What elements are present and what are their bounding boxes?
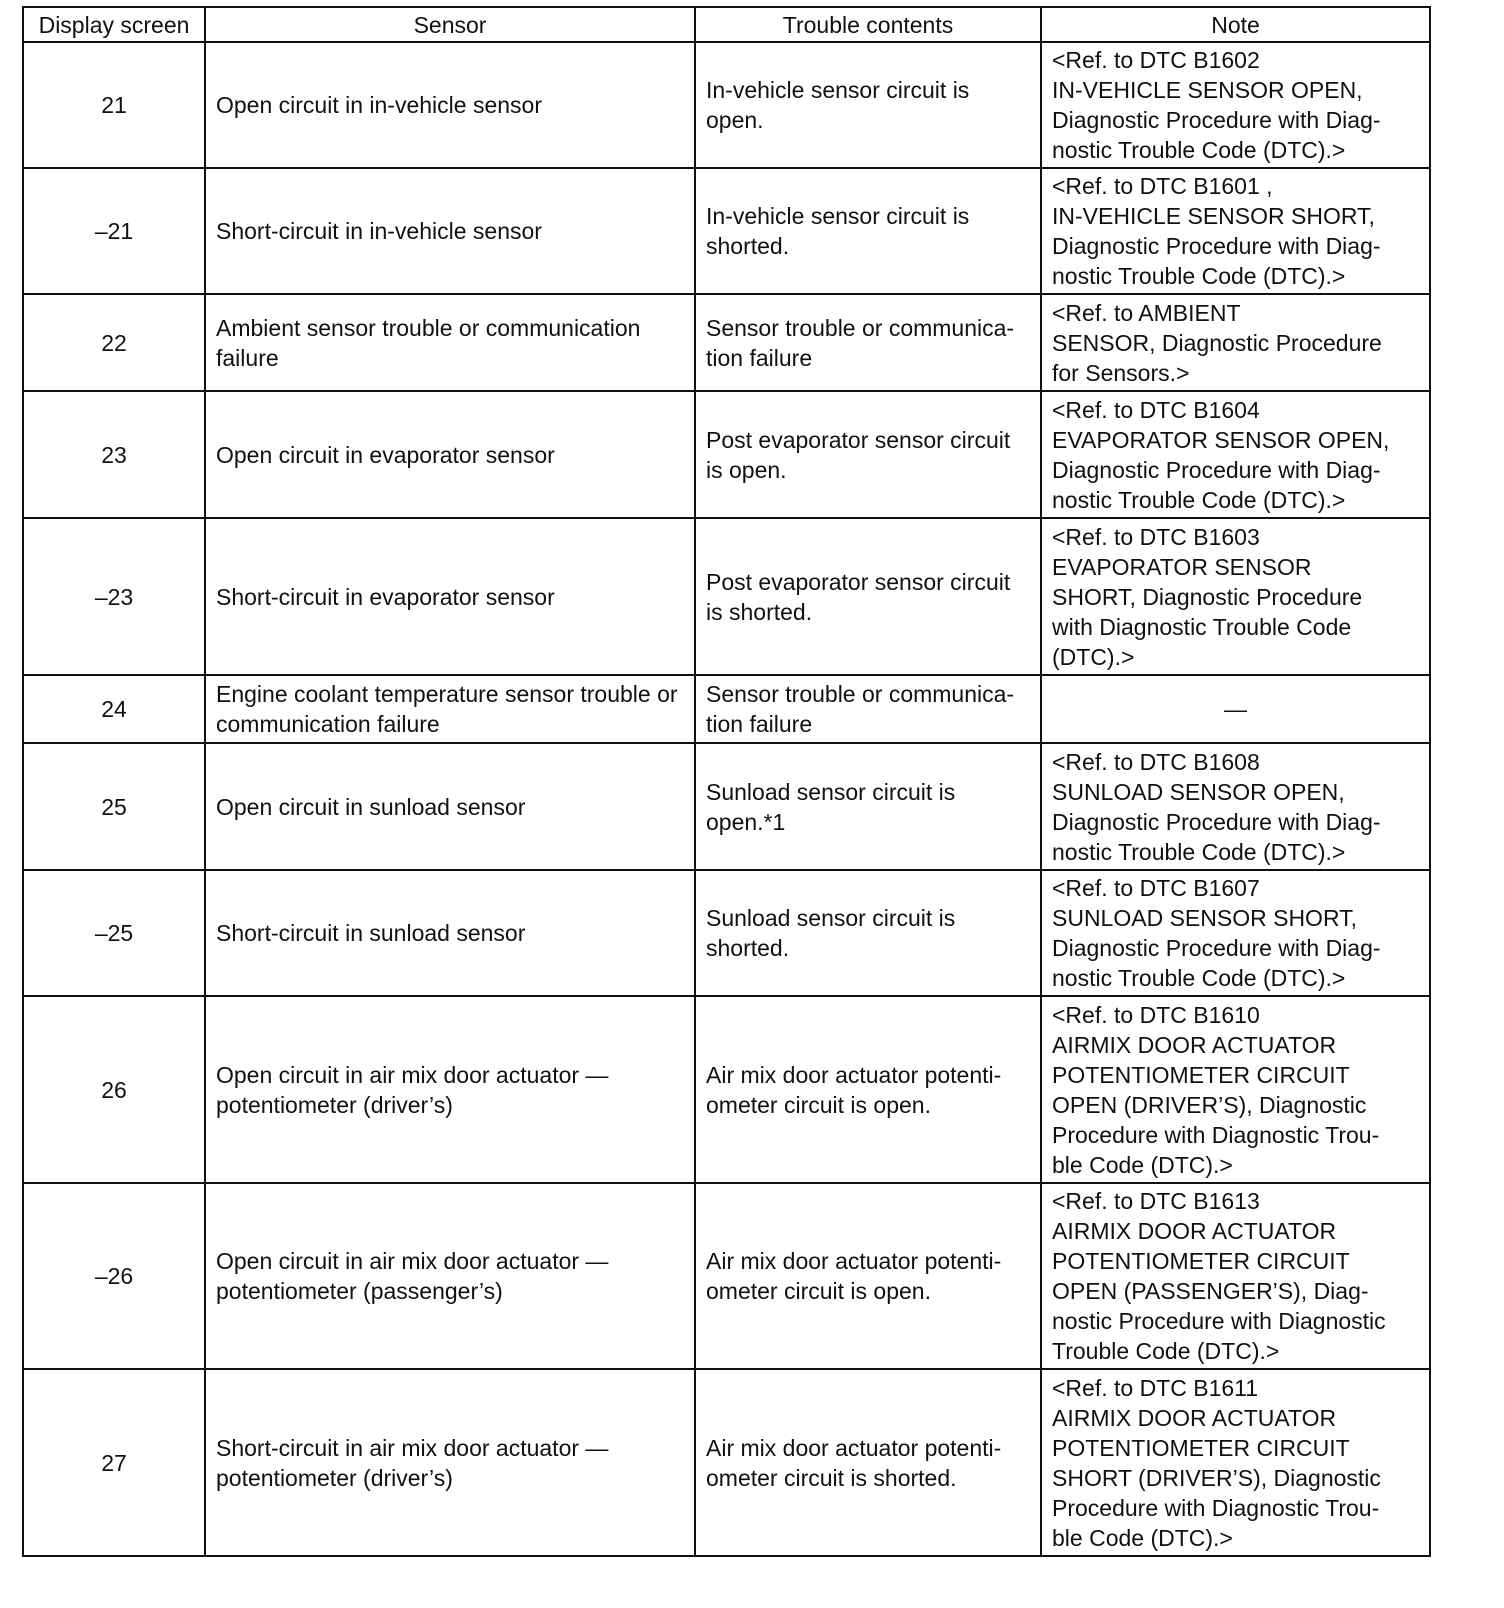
note-cell: <Ref. to DTC B1608 SUNLOAD SENSOR OPEN, Diagnostic Procedure with Diag- nostic Trouble Code (DTC).> [1041,743,1430,870]
display-code: –25 [23,870,205,996]
note-cell: <Ref. to DTC B1602 IN-VEHICLE SENSOR OPEN, Diagnostic Procedure with Diag- nostic Trouble Code (DTC).> [1041,42,1430,168]
note-cell: <Ref. to DTC B1603 EVAPORATOR SENSOR SHORT, Diagnostic Procedure with Diagnostic Trouble Code (DTC).> [1041,518,1430,675]
note-cell: <Ref. to AMBIENT SENSOR, Diagnostic Procedure for Sensors.> [1041,294,1430,391]
sensor-cell: Short-circuit in air mix door actuator — potentiometer (driver’s) [205,1369,695,1556]
display-code: 23 [23,391,205,518]
trouble-cell: Air mix door actuator potenti- ometer circuit is open. [695,996,1041,1183]
table-row [23,743,1430,870]
header-trouble-contents: Trouble contents [695,7,1041,42]
table-row [23,42,1430,168]
trouble-cell: Sunload sensor circuit is shorted. [695,870,1041,996]
display-code: 26 [23,996,205,1183]
note-cell: <Ref. to DTC B1604 EVAPORATOR SENSOR OPEN, Diagnostic Procedure with Diag- nostic Trouble Code (DTC).> [1041,391,1430,518]
trouble-cell: Post evaporator sensor circuit is open. [695,391,1041,518]
table-row [23,996,1430,1183]
display-code: 24 [23,675,205,743]
note-cell: — [1041,675,1430,743]
sensor-cell: Open circuit in evaporator sensor [205,391,695,518]
sensor-cell: Short-circuit in sunload sensor [205,870,695,996]
note-cell: <Ref. to DTC B1613 AIRMIX DOOR ACTUATOR POTENTIOMETER CIRCUIT OPEN (PASSENGER’S), Diag- nostic Procedure with Diagnostic Trouble Code (DTC).> [1041,1183,1430,1369]
trouble-cell: In-vehicle sensor circuit is open. [695,42,1041,168]
header-sensor: Sensor [205,7,695,42]
table-header-row [23,7,1430,42]
sensor-cell: Short-circuit in in-vehicle sensor [205,168,695,294]
trouble-cell: Air mix door actuator potenti- ometer circuit is open. [695,1183,1041,1369]
sensor-cell: Ambient sensor trouble or communication failure [205,294,695,391]
display-code: 21 [23,42,205,168]
sensor-cell: Open circuit in air mix door actuator — potentiometer (driver’s) [205,996,695,1183]
sensor-cell: Engine coolant temperature sensor trouble or communication failure [205,675,695,743]
note-cell: <Ref. to DTC B1610 AIRMIX DOOR ACTUATOR POTENTIOMETER CIRCUIT OPEN (DRIVER’S), Diagnostic Procedure with Diagnostic Trou- ble Code (DTC).> [1041,996,1430,1183]
table-row [23,168,1430,294]
header-note: Note [1041,7,1430,42]
diagnostic-table [22,6,1431,1557]
note-cell: <Ref. to DTC B1607 SUNLOAD SENSOR SHORT, Diagnostic Procedure with Diag- nostic Trouble Code (DTC).> [1041,870,1430,996]
table-row [23,294,1430,391]
table-row [23,675,1430,743]
trouble-cell: Air mix door actuator potenti- ometer circuit is shorted. [695,1369,1041,1556]
trouble-cell: Sensor trouble or communica- tion failure [695,675,1041,743]
note-cell: <Ref. to DTC B1611 AIRMIX DOOR ACTUATOR POTENTIOMETER CIRCUIT SHORT (DRIVER’S), Diagnostic Procedure with Diagnostic Trou- ble Code (DTC).> [1041,1369,1430,1556]
display-code: 27 [23,1369,205,1556]
trouble-cell: Post evaporator sensor circuit is shorted. [695,518,1041,675]
table-row [23,391,1430,518]
table-row [23,518,1430,675]
table-row [23,1183,1430,1369]
display-code: –23 [23,518,205,675]
sensor-cell: Open circuit in in-vehicle sensor [205,42,695,168]
table-row [23,1369,1430,1556]
header-display-screen: Display screen [23,7,205,42]
trouble-cell: Sensor trouble or communica- tion failure [695,294,1041,391]
trouble-cell: In-vehicle sensor circuit is shorted. [695,168,1041,294]
display-code: 25 [23,743,205,870]
trouble-cell: Sunload sensor circuit is open.*1 [695,743,1041,870]
display-code: 22 [23,294,205,391]
note-cell: <Ref. to DTC B1601 , IN-VEHICLE SENSOR SHORT, Diagnostic Procedure with Diag- nostic Trouble Code (DTC).> [1041,168,1430,294]
sensor-cell: Open circuit in air mix door actuator — potentiometer (passenger’s) [205,1183,695,1369]
sensor-cell: Short-circuit in evaporator sensor [205,518,695,675]
table-row [23,870,1430,996]
display-code: –21 [23,168,205,294]
sensor-cell: Open circuit in sunload sensor [205,743,695,870]
display-code: –26 [23,1183,205,1369]
